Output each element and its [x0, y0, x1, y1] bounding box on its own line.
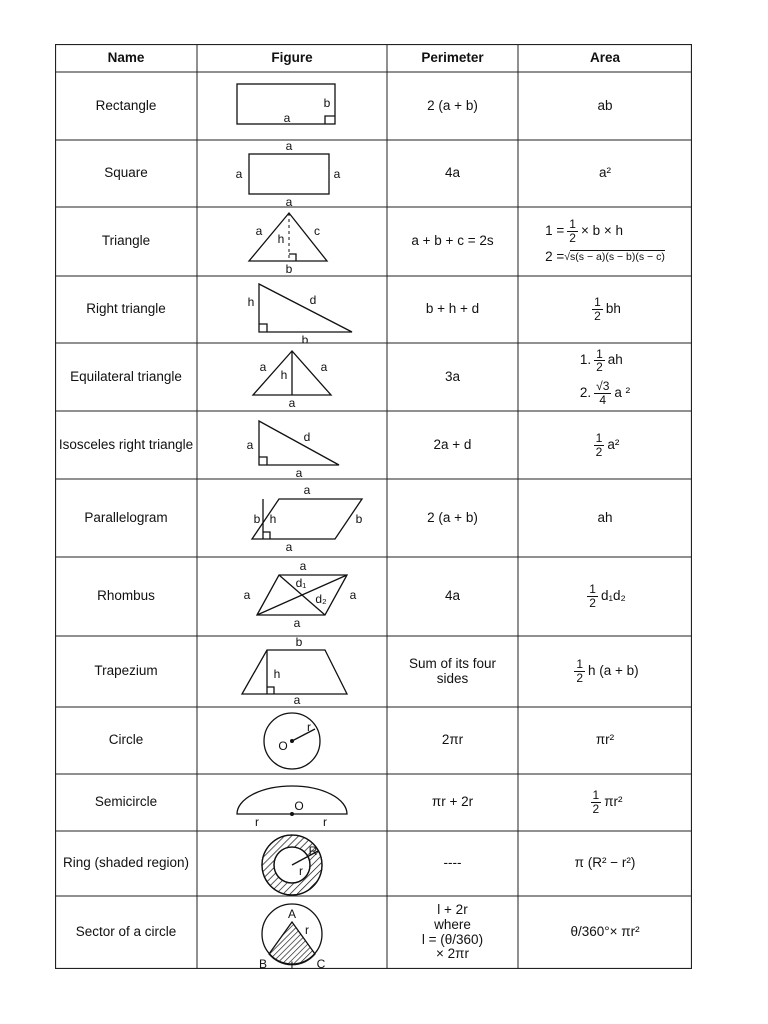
fraction-denominator: 2 — [576, 671, 584, 685]
perimeter-cell — [387, 636, 518, 707]
formula-suffix: ah — [607, 352, 623, 368]
figure-label: b — [323, 96, 331, 110]
radius-line — [292, 729, 315, 741]
area-cell — [518, 636, 692, 707]
shape-name: Sector of a circle — [75, 924, 177, 940]
perimeter-formula: 2a + d — [433, 436, 472, 452]
figure-cell — [197, 140, 387, 207]
perimeter-formula — [422, 903, 483, 962]
perimeter-cell — [387, 831, 518, 896]
fraction — [594, 348, 605, 374]
name-cell — [55, 140, 197, 207]
shape-name: Trapezium — [94, 663, 158, 679]
fraction — [594, 432, 605, 458]
name-cell — [55, 207, 197, 276]
figure-label: r — [305, 923, 309, 937]
perimeter-cell — [387, 207, 518, 276]
perimeter-line: l + 2r — [437, 901, 468, 917]
square-figure — [197, 140, 387, 207]
formula-suffix: h (a + b) — [588, 663, 639, 679]
figure-label: C — [316, 957, 326, 969]
area-formula-line — [545, 250, 665, 265]
figure-label: d — [309, 293, 317, 307]
perimeter-line: where — [434, 916, 471, 932]
shape-name: Rectangle — [95, 97, 157, 113]
perimeter-cell — [387, 896, 518, 969]
name-cell — [55, 896, 197, 969]
figure-label: r — [307, 720, 311, 734]
area-formula — [545, 218, 665, 265]
name-cell — [55, 479, 197, 557]
figure-label: d₁ — [295, 576, 307, 590]
figure-label: O — [294, 799, 304, 813]
figure-label: a — [283, 111, 291, 125]
fraction — [574, 658, 585, 684]
figure-label: d — [303, 430, 311, 444]
perimeter-cell — [387, 411, 518, 479]
fraction-numerator: 1 — [589, 582, 596, 597]
perimeter-cell — [387, 774, 518, 831]
area-cell — [518, 207, 692, 276]
area-cell — [518, 276, 692, 343]
fraction-numerator: 1 — [595, 430, 603, 445]
figure-label: B — [258, 957, 268, 969]
name-cell — [55, 636, 197, 707]
header-area — [518, 44, 692, 72]
formula-suffix: bh — [605, 301, 621, 317]
perimeter-formula: b + h + d — [425, 301, 480, 317]
perimeter-line: × 2πr — [436, 946, 469, 962]
shape-name: Square — [104, 165, 148, 181]
area-formula — [571, 658, 638, 684]
name-cell — [55, 557, 197, 636]
area-cell — [518, 140, 692, 207]
area-formula — [588, 789, 623, 815]
figure-label: A — [287, 907, 297, 921]
figure-label: a — [259, 360, 267, 374]
area-formula — [591, 432, 620, 458]
figure-cell — [197, 72, 387, 140]
formula-prefix: 2. — [579, 384, 592, 400]
perimeter-formula: 2πr — [441, 732, 464, 748]
perimeter-formula: ---- — [443, 855, 462, 871]
right-angle-mark — [259, 324, 267, 332]
area-cell — [518, 72, 692, 140]
area-cell — [518, 707, 692, 774]
perimeter-cell — [387, 72, 518, 140]
fraction-denominator: 2 — [589, 596, 596, 610]
figure-label: h — [273, 667, 281, 681]
right-angle-mark — [259, 457, 267, 465]
sector-figure — [197, 896, 387, 969]
figure-cell — [197, 207, 387, 276]
name-cell — [55, 774, 197, 831]
figure-cell — [197, 774, 387, 831]
figure-label: b — [253, 512, 261, 526]
area-formula — [584, 583, 626, 609]
area-cell — [518, 831, 692, 896]
name-cell — [55, 831, 197, 896]
fraction-numerator: 1 — [569, 216, 576, 231]
figure-label: r — [323, 815, 327, 829]
figure-label: R — [308, 844, 318, 858]
perimeter-formula: 2 (a + b) — [427, 509, 478, 525]
figure-label: a — [303, 483, 311, 497]
figure-cell — [197, 479, 387, 557]
trapezium-shape — [242, 650, 347, 694]
formula-prefix: 2 = — [545, 249, 565, 265]
formula-table — [55, 44, 692, 969]
header-label: Area — [589, 49, 621, 65]
fraction-numerator: 1 — [576, 657, 584, 672]
area-formula: ab — [597, 97, 613, 113]
shape-name: Rhombus — [97, 588, 155, 604]
trapezium-figure — [197, 636, 387, 707]
fraction-denominator: 2 — [569, 230, 576, 245]
figure-label: a — [255, 224, 263, 238]
shape-name: Parallelogram — [84, 509, 168, 525]
area-formula: θ/360°× πr² — [570, 924, 640, 940]
isosceles-right-triangle-shape — [259, 421, 339, 465]
perimeter-cell — [387, 140, 518, 207]
name-cell — [55, 411, 197, 479]
area-cell — [518, 557, 692, 636]
figure-label: a — [333, 167, 341, 181]
perimeter-cell — [387, 557, 518, 636]
figure-label: a — [293, 616, 301, 630]
triangle-figure — [197, 207, 387, 276]
figure-label: r — [255, 815, 259, 829]
figure-cell — [197, 707, 387, 774]
formula-suffix: d₁d₂ — [600, 588, 626, 604]
header-label: Name — [107, 49, 145, 65]
square-root — [564, 252, 665, 264]
figure-label: h — [247, 295, 255, 309]
parallelogram-figure — [197, 479, 387, 557]
perimeter-formula: Sum of its four sides — [408, 655, 497, 686]
shape-name: Ring (shaded region) — [62, 855, 190, 871]
ring-figure — [197, 831, 387, 896]
area-cell — [518, 343, 692, 411]
figure-label: a — [288, 396, 296, 410]
perimeter-formula: 4a — [444, 165, 461, 181]
formula-suffix: πr² — [604, 794, 623, 810]
right-angle-mark — [263, 532, 270, 539]
perimeter-cell — [387, 707, 518, 774]
fraction — [591, 789, 602, 815]
figure-label: O — [278, 739, 288, 753]
area-formula — [589, 296, 621, 322]
right-angle-mark — [267, 687, 274, 694]
figure-label: c — [314, 224, 320, 238]
figure-label: a — [299, 559, 307, 573]
formula-prefix: 1 = — [545, 222, 565, 238]
header-name — [55, 44, 197, 72]
shape-name: Semicircle — [94, 794, 158, 810]
area-cell — [518, 411, 692, 479]
right-angle-mark — [325, 116, 335, 124]
header-label: Perimeter — [421, 49, 484, 65]
circle-figure — [197, 707, 387, 774]
figure-label: a — [293, 693, 301, 707]
figure-label: r — [299, 864, 303, 878]
figure-cell — [197, 636, 387, 707]
fraction — [587, 583, 598, 609]
perimeter-cell — [387, 276, 518, 343]
figure-label: a — [320, 360, 328, 374]
figure-label: h — [277, 232, 285, 246]
area-formula: π (R² − r²) — [574, 855, 636, 871]
fraction-numerator: 1 — [592, 788, 600, 803]
right-angle-mark — [289, 254, 296, 261]
header-label: Figure — [271, 49, 313, 65]
figure-label: b — [355, 512, 363, 526]
right-triangle-figure — [197, 276, 387, 343]
fraction — [594, 380, 611, 406]
shape-name: Right triangle — [86, 301, 166, 317]
figure-label: a — [349, 588, 357, 602]
area-cell — [518, 479, 692, 557]
figure-label: b — [285, 262, 293, 276]
formula-suffix: × b × h — [580, 222, 624, 238]
figure-cell — [197, 343, 387, 411]
figure-label: h — [269, 512, 277, 526]
shape-name: Equilateral triangle — [70, 368, 182, 384]
perimeter-formula: a + b + c = 2s — [411, 233, 494, 249]
perimeter-formula: 3a — [444, 368, 461, 384]
right-triangle-shape — [259, 284, 352, 332]
semicircle-figure — [197, 774, 387, 831]
figure-cell — [197, 896, 387, 969]
shape-name: Triangle — [101, 233, 151, 249]
center-dot — [290, 739, 294, 743]
figure-label: a — [246, 438, 254, 452]
root-symbol: √ — [564, 250, 571, 263]
area-formula: a² — [598, 165, 611, 181]
formula-prefix: 1. — [579, 352, 592, 368]
area-cell — [518, 896, 692, 969]
formula-suffix: a² — [607, 436, 620, 452]
figure-label: a — [243, 588, 251, 602]
perimeter-formula: 2 (a + b) — [427, 97, 478, 113]
name-cell — [55, 276, 197, 343]
fraction-denominator: 2 — [596, 360, 603, 375]
header-figure — [197, 44, 387, 72]
figure-label: b — [301, 333, 309, 343]
parallelogram-shape — [252, 499, 362, 539]
figure-label: d₂ — [315, 592, 327, 606]
isosceles-right-triangle-figure — [197, 411, 387, 479]
rectangle-figure — [197, 72, 387, 140]
formula-suffix: a ² — [614, 384, 631, 400]
area-formula: ah — [597, 509, 613, 525]
fraction-denominator: 4 — [599, 392, 607, 407]
rhombus-figure — [197, 557, 387, 636]
shape-name: Circle — [108, 732, 144, 748]
radicand: s(s − a)(s − b)(s − c) — [570, 250, 665, 263]
fraction-numerator: √3 — [596, 379, 610, 393]
header-perimeter — [387, 44, 518, 72]
figure-label: b — [295, 636, 303, 649]
perimeter-formula: πr + 2r — [431, 794, 474, 810]
figure-label: a — [285, 140, 293, 153]
perimeter-cell — [387, 343, 518, 411]
figure-label: a — [295, 466, 303, 479]
semicircle-shape — [237, 786, 347, 814]
figure-cell — [197, 831, 387, 896]
perimeter-formula: 4a — [444, 588, 461, 604]
fraction-numerator: 1 — [596, 346, 603, 361]
area-formula: πr² — [595, 732, 615, 748]
figure-cell — [197, 411, 387, 479]
fraction-numerator: 1 — [594, 295, 601, 310]
figure-label: a — [285, 195, 293, 207]
shape-name: Isosceles right triangle — [58, 436, 194, 452]
area-formula — [580, 348, 630, 406]
figure-label: l — [290, 959, 294, 969]
name-cell — [55, 343, 197, 411]
perimeter-line: l = (θ/360) — [421, 931, 484, 947]
fraction — [567, 218, 578, 244]
square-shape — [249, 154, 329, 194]
area-cell — [518, 774, 692, 831]
area-formula-line — [580, 380, 630, 406]
name-cell — [55, 707, 197, 774]
fraction — [592, 296, 603, 322]
fraction-denominator: 2 — [592, 802, 600, 816]
figure-label: h — [280, 368, 288, 382]
name-cell — [55, 72, 197, 140]
equilateral-triangle-figure — [197, 343, 387, 411]
area-formula-line — [580, 348, 623, 374]
fraction-denominator: 2 — [594, 309, 601, 323]
perimeter-cell — [387, 479, 518, 557]
area-formula-line — [545, 218, 623, 244]
figure-label: a — [285, 540, 293, 554]
figure-cell — [197, 557, 387, 636]
figure-cell — [197, 276, 387, 343]
fraction-denominator: 2 — [595, 444, 603, 459]
figure-label: a — [235, 167, 243, 181]
